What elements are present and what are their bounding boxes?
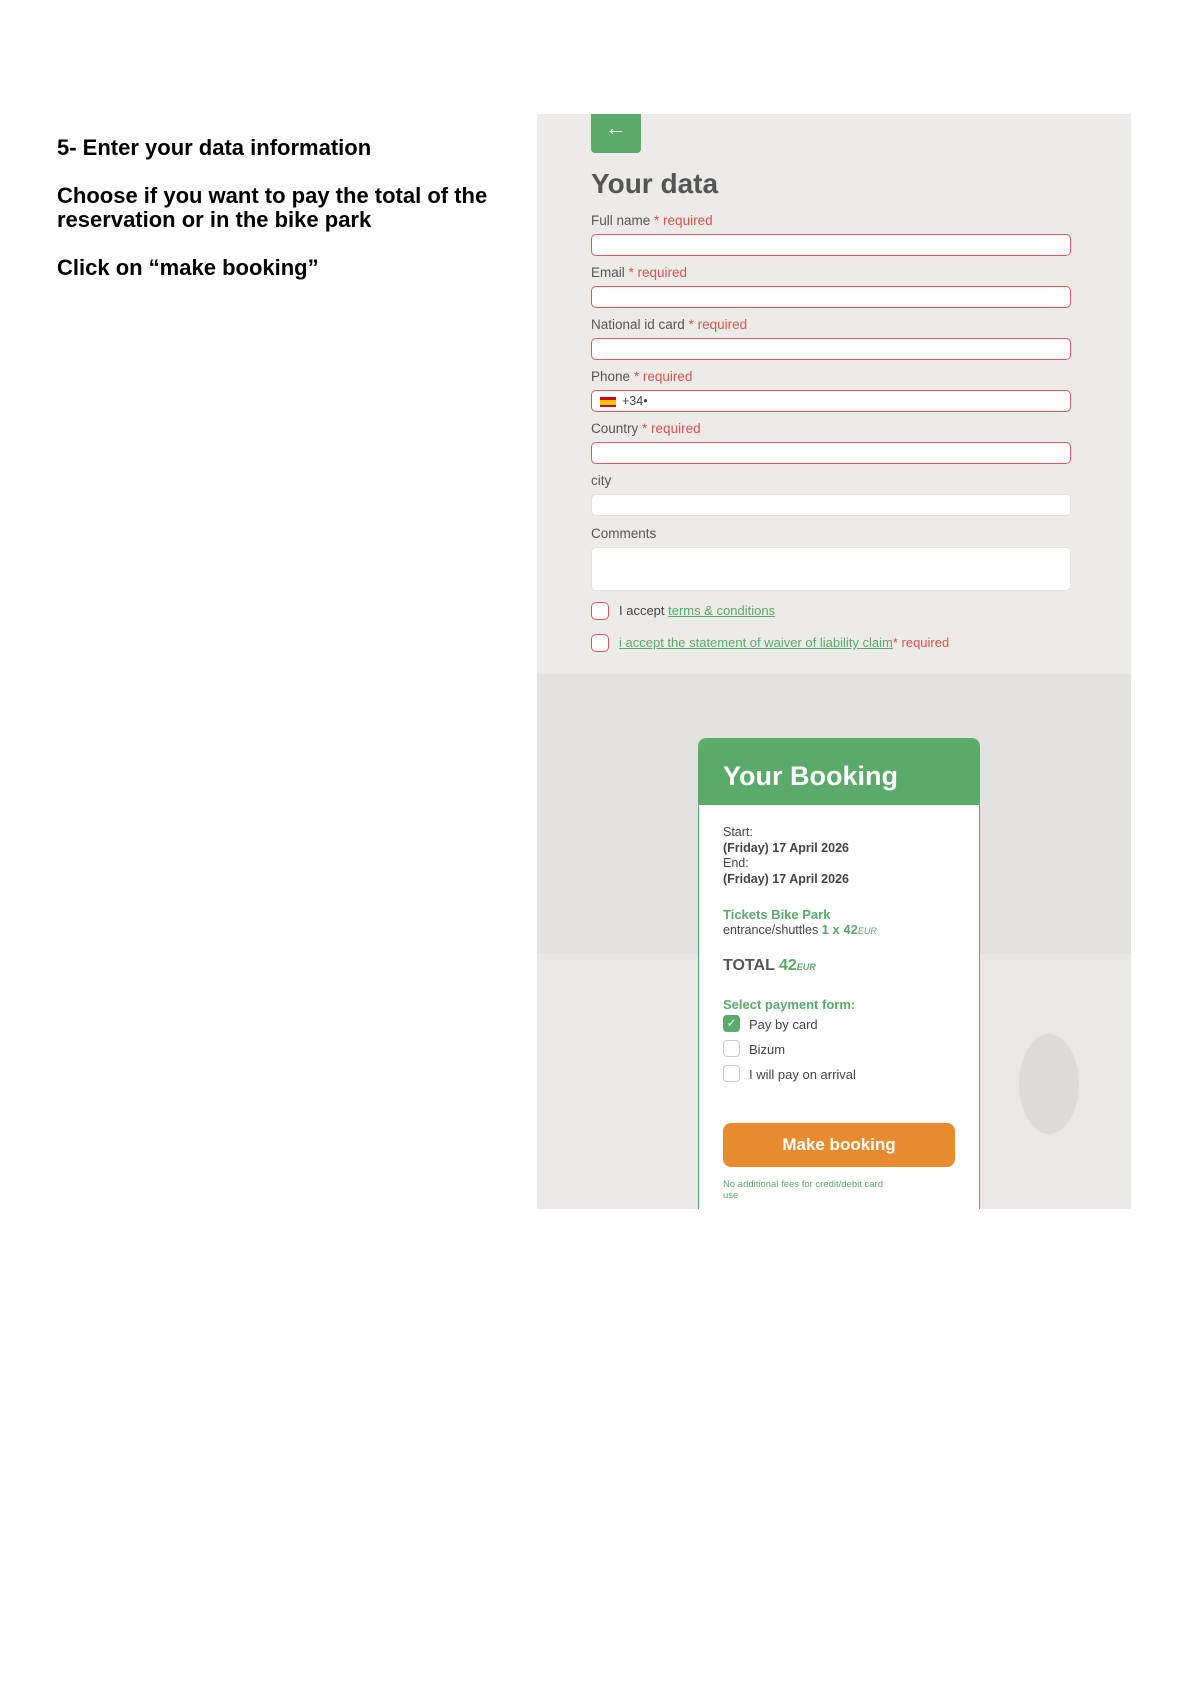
start-label: Start: xyxy=(723,825,753,839)
email-input[interactable] xyxy=(591,286,1071,308)
ticket-line: entrance/shuttles 1 x 42EUR xyxy=(723,922,877,937)
country-label: Country * required xyxy=(591,421,701,436)
payment-title: Select payment form: xyxy=(723,997,856,1012)
your-data-title: Your data xyxy=(591,168,719,199)
terms-text: I accept terms & conditions xyxy=(619,603,776,618)
start-value: (Friday) 17 April 2026 xyxy=(723,840,849,855)
national-id-input[interactable] xyxy=(591,338,1071,360)
phone-label: Phone * required xyxy=(591,369,693,384)
full-name-input[interactable] xyxy=(591,234,1071,256)
payment-option-bizum[interactable]: Bizum xyxy=(723,1037,979,1062)
make-booking-button[interactable]: Make booking xyxy=(723,1123,955,1167)
comments-label: Comments xyxy=(591,526,657,541)
terms-checkbox[interactable] xyxy=(591,602,609,620)
end-label: End: xyxy=(723,856,749,870)
click-instruction: Click on “make booking” xyxy=(57,255,319,280)
phone-input[interactable] xyxy=(591,390,1071,412)
waiver-checkbox[interactable] xyxy=(591,634,609,652)
ticket-title: Tickets Bike Park xyxy=(723,907,831,922)
phone-country-code[interactable]: +34• xyxy=(622,394,648,408)
booking-dates xyxy=(723,825,979,887)
instructions xyxy=(57,136,527,304)
city-input[interactable] xyxy=(591,494,1071,516)
bizum-checkbox[interactable] xyxy=(723,1040,740,1057)
terms-link[interactable]: terms & conditions xyxy=(668,603,776,618)
waiver-link[interactable]: i accept the statement of waiver of liability claim xyxy=(619,635,893,650)
full-name-label: Full name * required xyxy=(591,213,713,228)
end-value: (Friday) 17 April 2026 xyxy=(723,871,849,886)
check-icon[interactable]: ✓ xyxy=(723,1015,740,1032)
payment-option-arrival[interactable]: I will pay on arrival xyxy=(723,1062,979,1087)
fees-note: No additional fees for credit/debit card use xyxy=(723,1179,884,1201)
booking-screenshot xyxy=(537,114,1131,1209)
choose-instruction: Choose if you want to pay the total of the reservation or in the bike park xyxy=(57,183,488,232)
email-label: Email * required xyxy=(591,265,688,280)
payment-option-card[interactable]: ✓ Pay by card xyxy=(723,1012,979,1037)
waiver-text: i accept the statement of waiver of liability claim* required xyxy=(619,635,950,650)
back-button[interactable]: ← xyxy=(591,114,641,153)
booking-title: Your Booking xyxy=(699,739,979,805)
step-heading: 5- Enter your data information xyxy=(57,135,372,160)
city-label: city xyxy=(591,473,612,488)
comments-textarea[interactable] xyxy=(591,547,1071,591)
booking-summary-card xyxy=(698,738,980,1209)
country-input[interactable] xyxy=(591,442,1071,464)
spain-flag-icon[interactable] xyxy=(600,397,616,407)
national-id-label: National id card * required xyxy=(591,317,748,332)
arrival-checkbox[interactable] xyxy=(723,1065,740,1082)
total-line: TOTAL 42EUR xyxy=(723,957,816,974)
